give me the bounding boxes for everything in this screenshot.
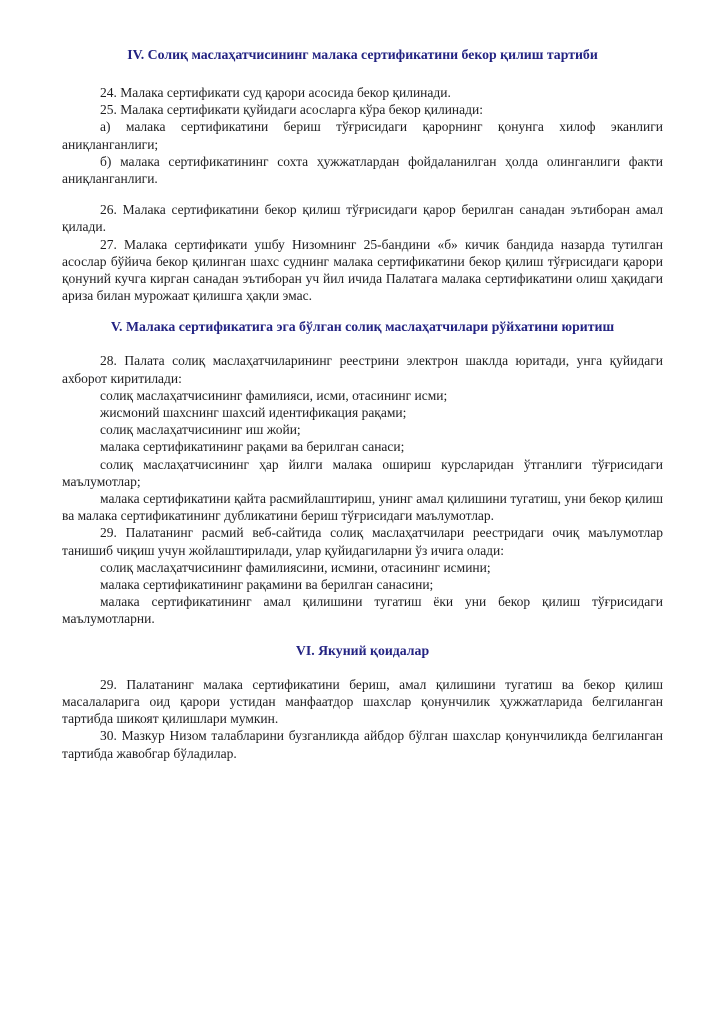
section-heading: VI. Якуний қоидалар xyxy=(295,642,430,658)
document-section xyxy=(62,318,663,627)
paragraph: б) малака сертификатининг сохта ҳужжатлардан фойдаланилган ҳолда олинганлиги факти аниқланганлиги. xyxy=(62,153,663,187)
paragraph: 29. Палатанинг расмий веб-сайтида солиқ маслаҳатчилари реестридаги очиқ маълумотлар танишиб чиқиш учун жойлаштирилади, улар қуйидагиларни ўз ичига олади: xyxy=(62,525,663,558)
paragraph: солиқ маслаҳатчисининг ҳар йилги малака ошириш курсларидан ўтганлиги тўғрисидаги маълумотлар; xyxy=(62,456,663,489)
paragraph: малака сертификатини қайта расмийлаштириш, унинг амал қилишини тугатиш, уни бекор қилиш ва малака сертификатининг дубликатини бериш тўғрисидаги маълумотлар. xyxy=(62,491,663,524)
paragraph: 30. Мазкур Низом талабларини бузганликда айбдор бўлган шахслар қонунчиликда белгиланган тартибда жавобгар бўладилар. xyxy=(62,728,663,761)
paragraph: солиқ маслаҳатчисининг фамилиясини, исмини, отасининг исмини; xyxy=(100,559,491,575)
paragraph: малака сертификатининг рақамини ва берилган санасини; xyxy=(100,577,434,593)
section-heading: IV. Солиқ маслаҳатчисининг малака сертификатини бекор қилиш тартиби xyxy=(127,47,598,62)
paragraph: 24. Малака сертификати суд қарори асосида бекор қилинади. xyxy=(100,85,451,100)
paragraph: 26. Малака сертификатини бекор қилиш тўғрисидаги қарор берилган санадан эътиборан амал қилади. xyxy=(62,202,663,235)
paragraph: солиқ маслаҳатчисининг иш жойи; xyxy=(100,422,301,438)
paragraph: 25. Малака сертификати қуйидаги асосларга кўра бекор қилинади: xyxy=(100,102,483,118)
paragraph: малака сертификатининг рақами ва берилган санаси; xyxy=(100,439,405,455)
paragraph: 28. Палата солиқ маслаҳатчиларининг реестрини электрон шаклда юритади, унга қуйидаги ахборот киритилади: xyxy=(62,353,663,386)
document-section xyxy=(62,642,663,762)
paragraph: солиқ маслаҳатчисининг фамилияси, исми, отасининг исми; xyxy=(100,387,448,403)
paragraph: а) малака сертификатини бериш тўғрисидаги қарорнинг қонунга хилоф эканлиги аниқланганлиги; xyxy=(62,119,663,152)
document-section xyxy=(62,46,663,304)
paragraph: 29. Палатанинг малака сертификатини бериш, амал қилишини тугатиш ва бекор қилиш масалаларига оид қарори устидан манфаатдор шахслар қонунчилик ҳужжатларида белгиланган тартибда шикоят қилишлари мумкин. xyxy=(62,676,663,727)
paragraph: 27. Малака сертификати ушбу Низомнинг 25-бандини «б» кичик бандида назарда тутилган асослар бўйича бекор қилинган шахс суднинг малака сертификатини бекор қилиш тўғрисидаги қарори қонуний кучга кирган санадан эътиборан уч йил ичида Палатага малака сертификатини олиш ҳақидаги ариза билан мурожаат қилишга ҳақли эмас. xyxy=(62,236,663,304)
paragraph: малака сертификатининг амал қилишини тугатиш ёки уни бекор қилиш тўғрисидаги маълумотларни. xyxy=(62,594,663,627)
paragraph: жисмоний шахснинг шахсий идентификация рақами; xyxy=(100,405,407,421)
document-body xyxy=(62,46,663,762)
section-heading: V. Малака сертификатига эга бўлган солиқ маслаҳатчилари рўйхатини юритиш xyxy=(110,319,615,335)
